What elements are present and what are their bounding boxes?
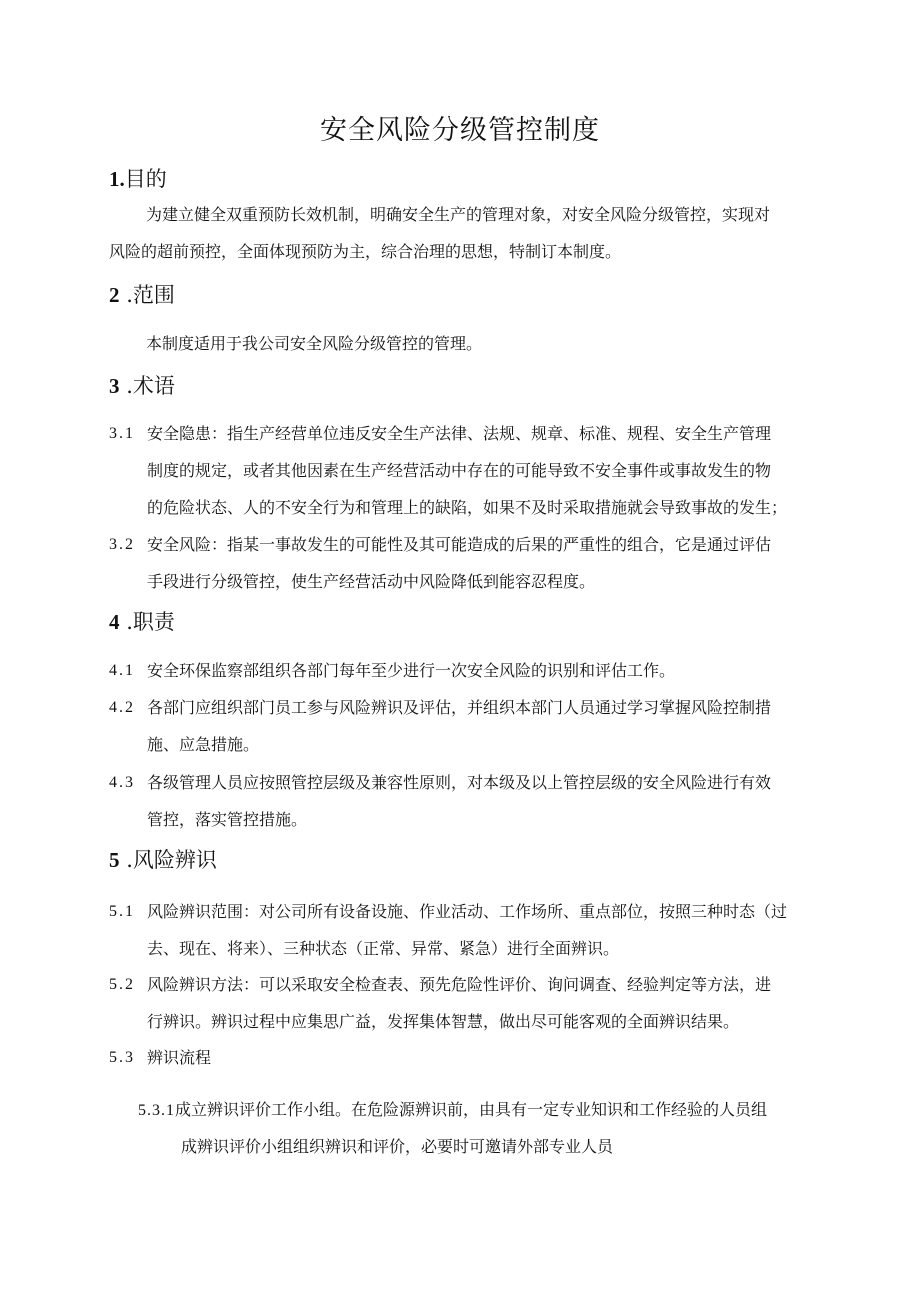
clause-line: 制度的规定，或者其他因素在生产经营活动中存在的可能导致不安全事件或事故发生的物 bbox=[147, 461, 772, 480]
document-title: 安全风险分级管控制度 bbox=[320, 115, 600, 146]
clause-line: 去、现在、将来）、三种状态（正常、异常、紧急）进行全面辨识。 bbox=[147, 939, 620, 958]
clause-5-3-1-line-1 bbox=[138, 1091, 767, 1129]
section-4-heading bbox=[109, 607, 175, 637]
clause-line: 手段进行分级管控，使生产经营活动中风险降低到能容忍程度。 bbox=[147, 572, 596, 591]
clause-5-3-1-line-2: 成辨识评价小组组织辨识和评价，必要时可邀请外部专业人员 bbox=[181, 1137, 614, 1156]
section-3-number: 3 bbox=[109, 374, 120, 398]
clause-number: 5.1 bbox=[109, 903, 135, 920]
section-5-number: 5 bbox=[109, 848, 120, 872]
clause-line: 风险辨识方法：可以采取安全检查表、预先危险性评价、询问调查、经验判定等方法，进 bbox=[147, 975, 772, 994]
clause-line: 各级管理人员应按照管控层级及兼容性原则，对本级及以上管控层级的安全风险进行有效 bbox=[147, 773, 772, 792]
clause-line: 安全风险：指某一事故发生的可能性及其可能造成的后果的严重性的组合，它是通过评估 bbox=[147, 535, 772, 554]
clause-number: 3.2 bbox=[109, 536, 135, 553]
clause-line: 管控，落实管控措施。 bbox=[147, 810, 308, 829]
section-1-heading bbox=[109, 164, 167, 194]
clause-text bbox=[147, 415, 821, 526]
section-3-heading bbox=[109, 371, 175, 401]
clause-line: 安全环保监察部组织各部门每年至少进行一次安全风险的识别和评估工作。 bbox=[147, 661, 676, 680]
section-2-heading bbox=[109, 280, 175, 310]
section-2-text: 本制度适用于我公司安全风险分级管控的管理。 bbox=[146, 334, 483, 353]
clause-text bbox=[147, 689, 821, 763]
clause-number: 5.3.1 bbox=[138, 1102, 175, 1119]
clause-line: 行辨识。辨识过程中应集思广益，发挥集体智慧，做出尽可能客观的全面辨识结果。 bbox=[147, 1012, 740, 1031]
clause-line: 的危险状态、人的不安全行为和管理上的缺陷，如果不及时采取措施就会导致事故的发生； bbox=[147, 498, 788, 517]
section-1-title: 目的 bbox=[124, 167, 167, 191]
clause-text bbox=[147, 526, 821, 600]
section-1-text-line-2: 风险的超前预控，全面体现预防为主，综合治理的思想，特制订本制度。 bbox=[109, 242, 622, 261]
section-5-heading bbox=[109, 845, 217, 875]
section-1-text-line-1: 为建立健全双重预防长效机制，明确安全生产的管理对象，对安全风险分级管控，实现对 bbox=[146, 205, 771, 224]
clause-text bbox=[147, 893, 821, 967]
section-1-number: 1. bbox=[109, 167, 125, 191]
clause-line: 安全隐患：指生产经营单位违反安全生产法律、法规、规章、标准、规程、安全生产管理 bbox=[147, 424, 772, 443]
clause-text bbox=[147, 652, 821, 689]
clause-line: 成立辨识评价工作小组。在危险源辨识前，由具有一定专业知识和工作经验的人员组 bbox=[175, 1100, 768, 1119]
clause-line: 施、应急措施。 bbox=[147, 735, 260, 754]
clause-number: 5.3 bbox=[109, 1049, 135, 1066]
clause-text bbox=[147, 1039, 821, 1076]
section-4-title: .职责 bbox=[126, 610, 175, 634]
clause-number: 4.1 bbox=[109, 662, 135, 679]
section-4-number: 4 bbox=[109, 610, 120, 634]
section-2-title: .范围 bbox=[126, 283, 175, 307]
clause-number: 4.3 bbox=[109, 774, 135, 791]
section-3-title: .术语 bbox=[126, 374, 175, 398]
clause-number: 5.2 bbox=[109, 976, 135, 993]
clause-number: 3.1 bbox=[109, 425, 135, 442]
section-5-title: .风险辨识 bbox=[126, 848, 217, 872]
clause-line: 风险辨识范围：对公司所有设备设施、作业活动、工作场所、重点部位，按照三种时态（过 bbox=[147, 902, 788, 921]
section-2-number: 2 bbox=[109, 283, 120, 307]
clause-line: 辨识流程 bbox=[147, 1048, 212, 1067]
clause-number: 4.2 bbox=[109, 699, 135, 716]
clause-line: 各部门应组织部门员工参与风险辨识及评估，并组织本部门人员通过学习掌握风险控制措 bbox=[147, 698, 772, 717]
clause-text bbox=[147, 764, 821, 838]
clause-text bbox=[147, 966, 821, 1040]
